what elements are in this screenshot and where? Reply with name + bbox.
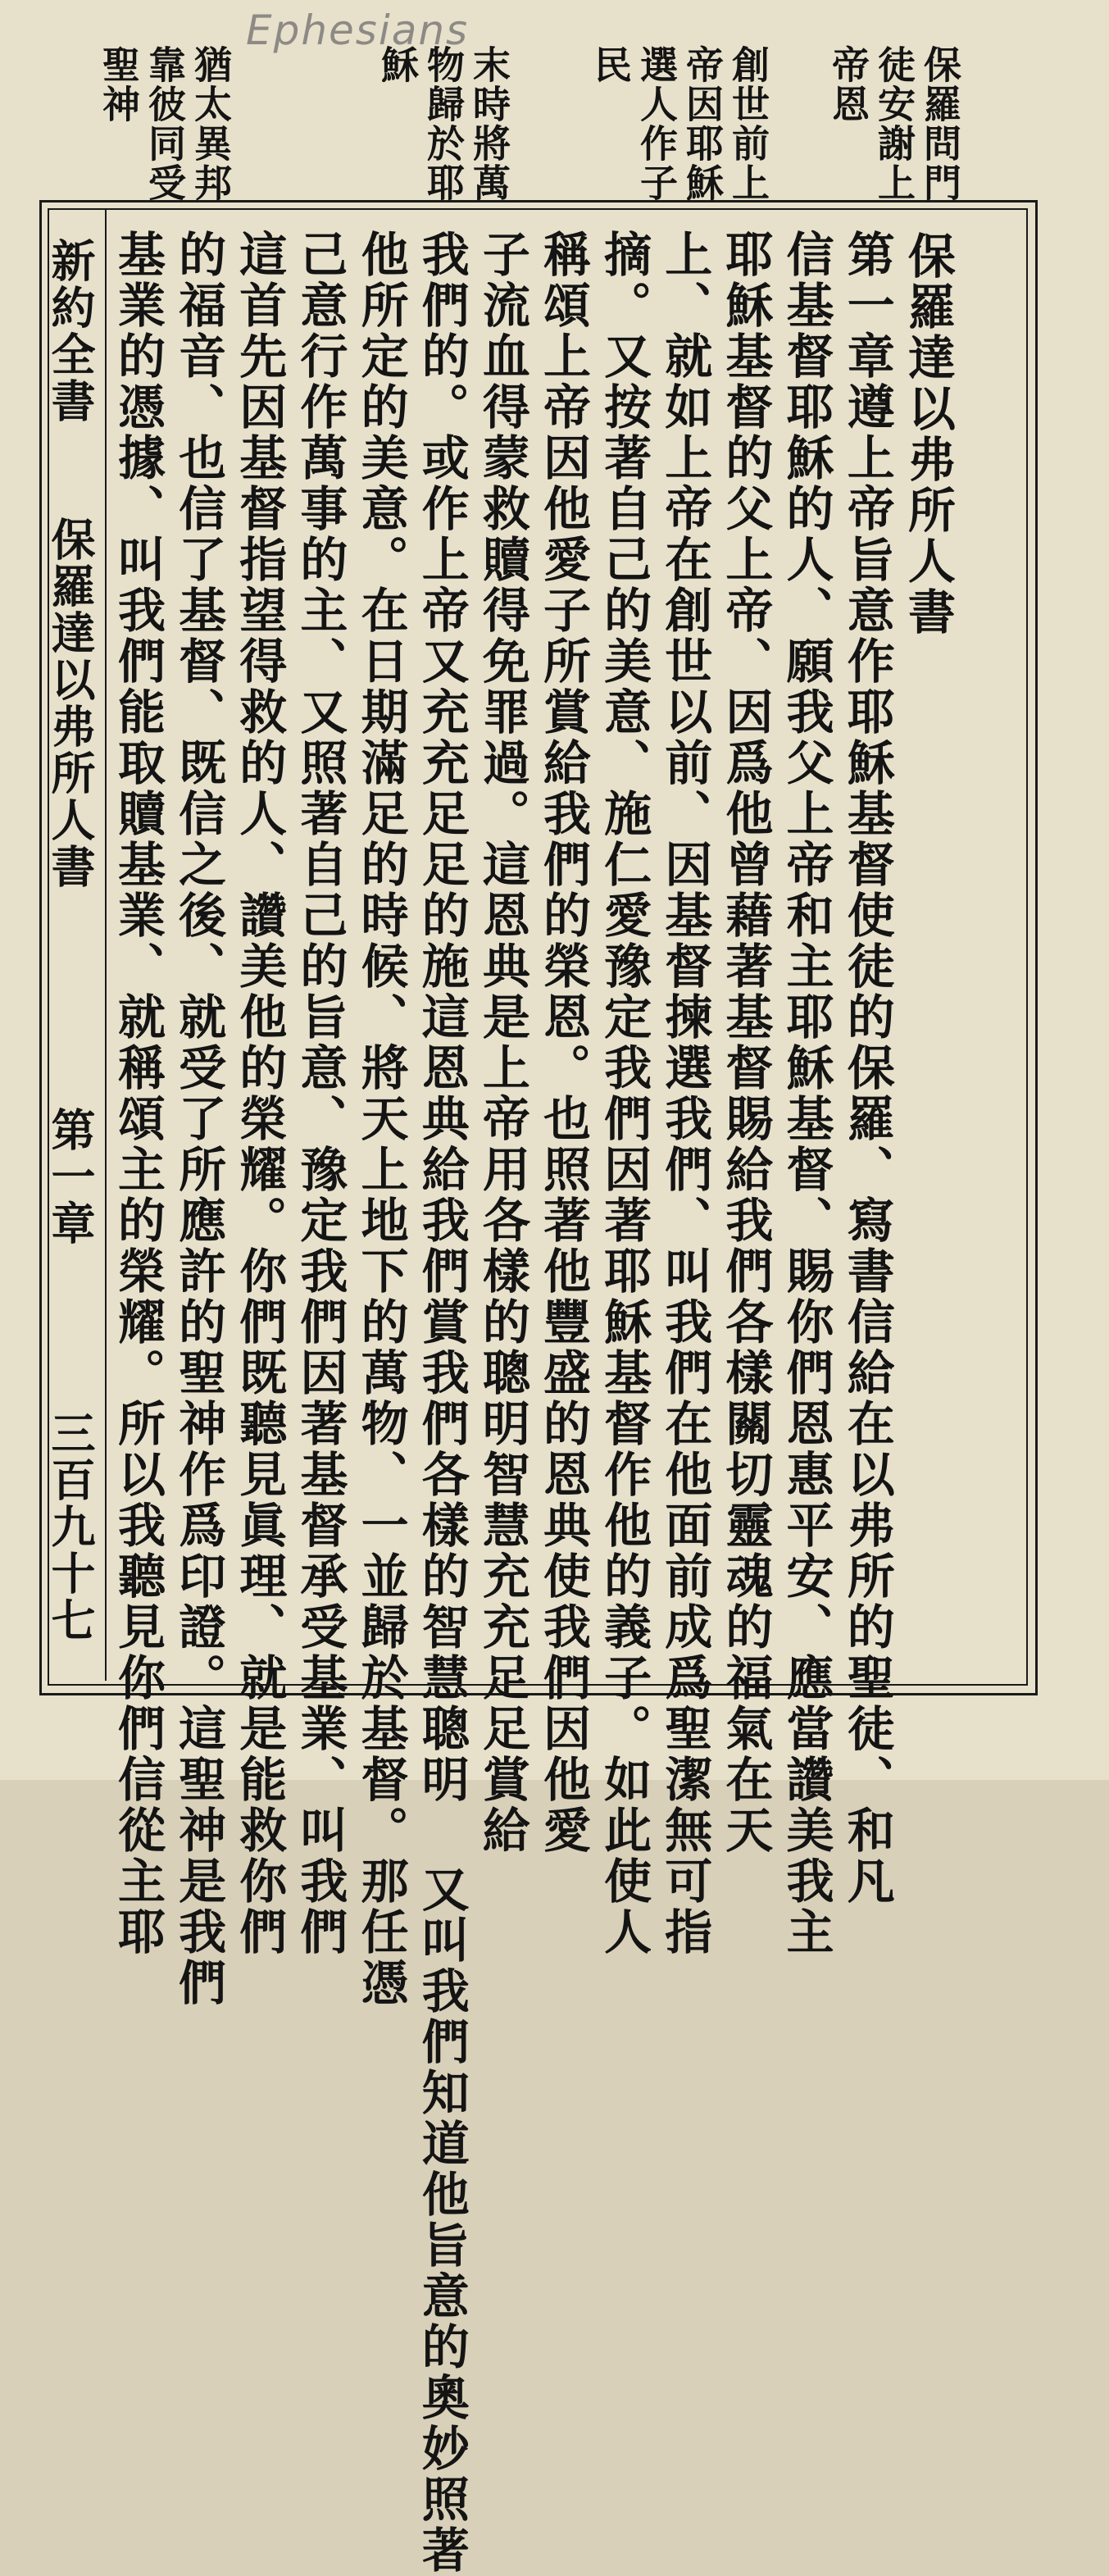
margin-note-line: 創世前上 — [726, 45, 770, 203]
margin-note — [590, 45, 769, 203]
text-column: 耶穌基督的父上帝、因爲他曾藉著基督賜給我們各樣關切靈魂的福氣在天 — [717, 230, 774, 1856]
margin-note-line: 保羅問門 — [918, 45, 962, 203]
text-column: 第一章遵上帝旨意作耶穌基督使徒的保羅、寫書信給在以弗所的聖徒、和凡 — [839, 230, 895, 1907]
margin-note-line: 物歸於耶 — [421, 45, 466, 203]
text-column: 這首先因基督指望得救的人、讚美他的榮耀。你們既聽見眞理、就是能救你們 — [231, 230, 288, 1958]
running-footer — [38, 230, 103, 1644]
text-column: 我們的。或作上帝又充充足足的施這恩典給我們賞我們各樣的智慧聰明 又叫我們知道他旨意的奧妙照著 — [413, 230, 470, 2576]
text-column: 的福音、也信了基督、既信之後、就受了所應許的聖神作爲印證。這聖神是我們 — [170, 230, 227, 2009]
margin-note-line: 聖神 — [97, 45, 141, 124]
margin-note — [828, 45, 961, 203]
margin-note-line: 徒安謝上 — [872, 45, 916, 203]
text-column: 上、就如上帝在創世以前、因基督揀選我們、叫我們在他面前成爲聖潔無可指 — [657, 230, 713, 1958]
main-text — [110, 230, 956, 2576]
margin-note-line: 猶太異邦 — [189, 45, 233, 203]
text-column: 基業的憑據、叫我們能取贖基業、就稱頌主的榮耀。所以我聽見你們信從主耶 — [110, 230, 166, 1958]
margin-note — [377, 45, 510, 203]
margin-note-line: 靠彼同受 — [143, 45, 187, 203]
margin-note — [98, 45, 231, 203]
text-column: 信基督耶穌的人、願我父上帝和主耶穌基督、賜你們恩惠平安、應當讚美我主 — [778, 230, 834, 1958]
text-column: 他所定的美意。在日期滿足的時候、將天上地下的萬物、一並歸於基督。那任憑 — [352, 230, 409, 2009]
margin-note-line: 帝恩 — [826, 45, 870, 124]
margin-note-line: 民 — [589, 45, 633, 84]
text-column: 稱頌上帝因他愛子所賞給我們的榮恩。也照著他豐盛的恩典使我們因他愛 — [534, 230, 591, 1856]
margin-note-line: 穌 — [375, 45, 420, 84]
footer-divider — [105, 210, 107, 1681]
text-column: 己意行作萬事的主、又照著自己的旨意、豫定我們因著基督承受基業、叫我們 — [292, 230, 348, 1958]
footer-chapter-title: 保羅達以弗所人書 — [44, 517, 97, 890]
margin-note-line: 末時將萬 — [467, 45, 511, 203]
footer-chapter: 第一章 — [44, 1107, 97, 1247]
margin-note-line: 選人作子 — [634, 45, 679, 203]
book-title: 保羅達以弗所人書 — [899, 231, 956, 638]
footer-book: 新約全書 — [44, 238, 97, 425]
handwritten-annotation: Ephesians — [246, 7, 470, 54]
margin-note-line: 帝因耶穌 — [680, 45, 725, 203]
text-column: 子流血得蒙救贖得免罪過。這恩典是上帝用各樣的聰明智慧充充足足賞給 — [474, 230, 530, 1856]
text-column: 摘。又按著自己的美意、施仁愛豫定我們因著耶穌基督作他的義子。如此使人 — [596, 230, 652, 1958]
page-number: 三百九十七 — [44, 1410, 97, 1644]
